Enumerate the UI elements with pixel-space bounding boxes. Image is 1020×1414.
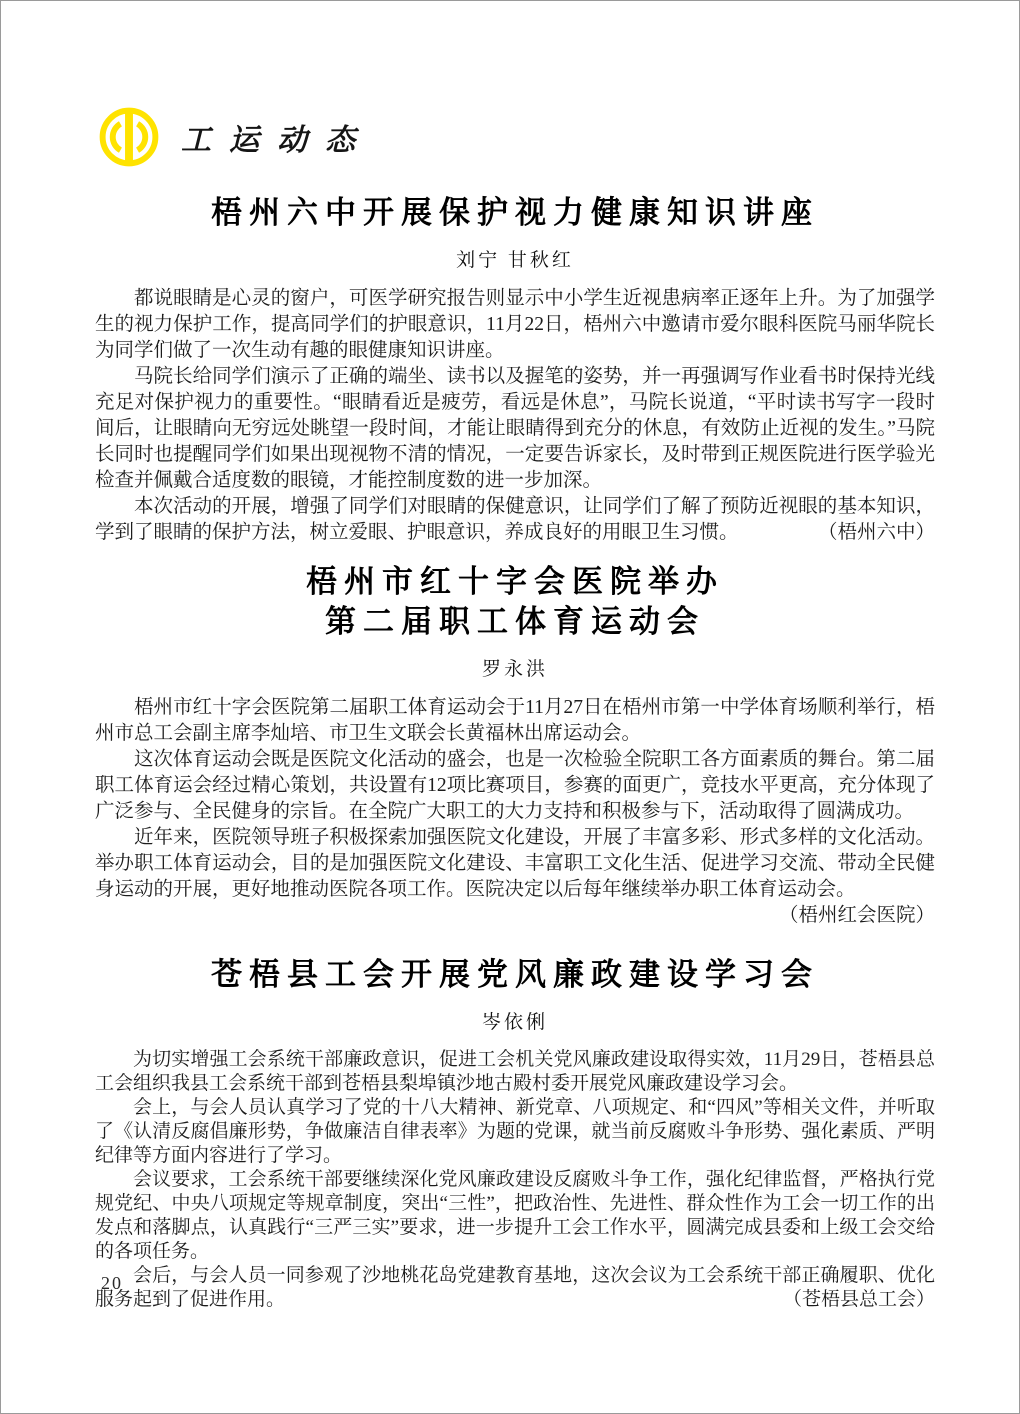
article-sports-games xyxy=(95,562,935,929)
paragraph: 会议要求，工会系统干部要继续深化党风廉政建设反腐败斗争工作，强化纪律监督，严格执行党规党纪、中央八项规定等规章制度，突出“三性”，把政治性、先进性、群众性作为工会一切工作的出发点和落脚点，认真践行“三严三实”要求，进一步提升工会工作水平，圆满完成县委和上级工会交给的各项任务。 xyxy=(95,1169,935,1262)
paragraph-text: 会后，与会人员一同参观了沙地桃花岛党建教育基地，这次会议为工会系统干部正确履职、优化服务起到了促进作用。 xyxy=(95,1265,935,1310)
article-title-line: 苍梧县工会开展党风廉政建设学习会 xyxy=(211,957,819,992)
article-authors: 岑依俐 xyxy=(481,1012,548,1033)
page-number: 20 xyxy=(101,1273,123,1293)
masthead-title: 工运动态 xyxy=(181,124,373,157)
page-content xyxy=(95,1,935,1312)
paragraph xyxy=(95,825,935,929)
article-title xyxy=(95,193,935,233)
article-title xyxy=(95,955,935,995)
article-attribution: （梧州六中） xyxy=(817,522,935,543)
paragraph: 都说眼睛是心灵的窗户，可医学研究报告则显示中小学生近视患病率正逐年上升。为了加强学生的视力保护工作，提高同学们的护眼意识，11月22日，梧州六中邀请市爱尔眼科医院马丽华院长为同学们做了一次生动有趣的眼健康知识讲座。 xyxy=(95,288,935,361)
page-header xyxy=(95,105,935,169)
paragraph: 这次体育运动会既是医院文化活动的盛会，也是一次检验全院职工各方面素质的舞台。第二届职工体育运会经过精心策划，共设置有12项比赛项目，参赛的面更广，竞技水平更高，充分体现了广泛参与、全民健身的宗旨。在全院广大职工的大力支持和积极参与下，活动取得了圆满成功。 xyxy=(95,749,935,822)
article-title-line: 第二届职工体育运动会 xyxy=(325,604,705,639)
paragraph-text: 本次活动的开展，增强了同学们对眼睛的保健意识，让同学们了解了预防近视眼的基本知识，学到了眼睛的保护方法，树立爱眼、护眼意识，养成良好的用眼卫生习惯。 xyxy=(95,496,935,543)
article-title xyxy=(95,562,935,642)
article-body xyxy=(95,695,935,929)
article-authors: 刘宁 甘秋红 xyxy=(456,250,574,271)
paragraph xyxy=(95,494,935,546)
paragraph-text: 近年来，医院领导班子积极探索加强医院文化建设，开展了丰富多彩、形式多样的文化活动。举办职工体育运动会，目的是加强医院文化建设、丰富职工文化生活、促进学习交流、带动全民健身运动的开展，更好地推动医院各项工作。医院决定以后每年继续举办职工体育运动会。 xyxy=(95,827,935,900)
article-title-line: 梧州市红十字会医院举办 xyxy=(306,564,724,599)
article-body xyxy=(95,286,935,546)
article-attribution: （苍梧县总工会） xyxy=(782,1289,935,1310)
paragraph: 马院长给同学们演示了正确的端坐、读书以及握笔的姿势，并一再强调写作业看书时保持光线充足对保护视力的重要性。“眼睛看近是疲劳，看远是休息”，马院长说道，“平时读书写字一段时间后，让眼睛向无穷远处眺望一段时间，才能让眼睛得到充分的休息，有效防止近视的发生。”马院长同时也提醒同学们如果出现视物不清的情况，一定要告诉家长，及时带到正规医院进行医学验光检查并佩戴合适度数的眼镜，才能控制度数的进一步加深。 xyxy=(95,366,935,491)
article-eye-health-lecture xyxy=(95,193,935,546)
paragraph: 梧州市红十字会医院第二届职工体育运动会于11月27日在梧州市第一中学体育场顺利举行，梧州市总工会副主席李灿培、市卫生文联会长黄福林出席运动会。 xyxy=(95,697,935,744)
article-body xyxy=(95,1048,935,1312)
paragraph: 会上，与会人员认真学习了党的十八大精神、新党章、八项规定、和“四风”等相关文件，并听取了《认清反腐倡廉形势，争做廉洁自律表率》为题的党课，就当前反腐败斗争形势、强化素质、严明纪律等方面内容进行了学习。 xyxy=(95,1097,935,1166)
article-attribution: （梧州红会医院） xyxy=(778,905,935,926)
paragraph xyxy=(95,1264,935,1312)
article-title-line: 梧州六中开展保护视力健康知识讲座 xyxy=(211,195,819,230)
article-party-conduct-study xyxy=(95,955,935,1312)
article-authors: 罗永洪 xyxy=(481,659,548,680)
trade-union-logo-icon xyxy=(95,106,163,168)
paragraph: 为切实增强工会系统干部廉政意识，促进工会机关党风廉政建设取得实效，11月29日，苍梧县总工会组织我县工会系统干部到苍梧县梨埠镇沙地古殿村委开展党风廉政建设学习会。 xyxy=(95,1049,935,1094)
